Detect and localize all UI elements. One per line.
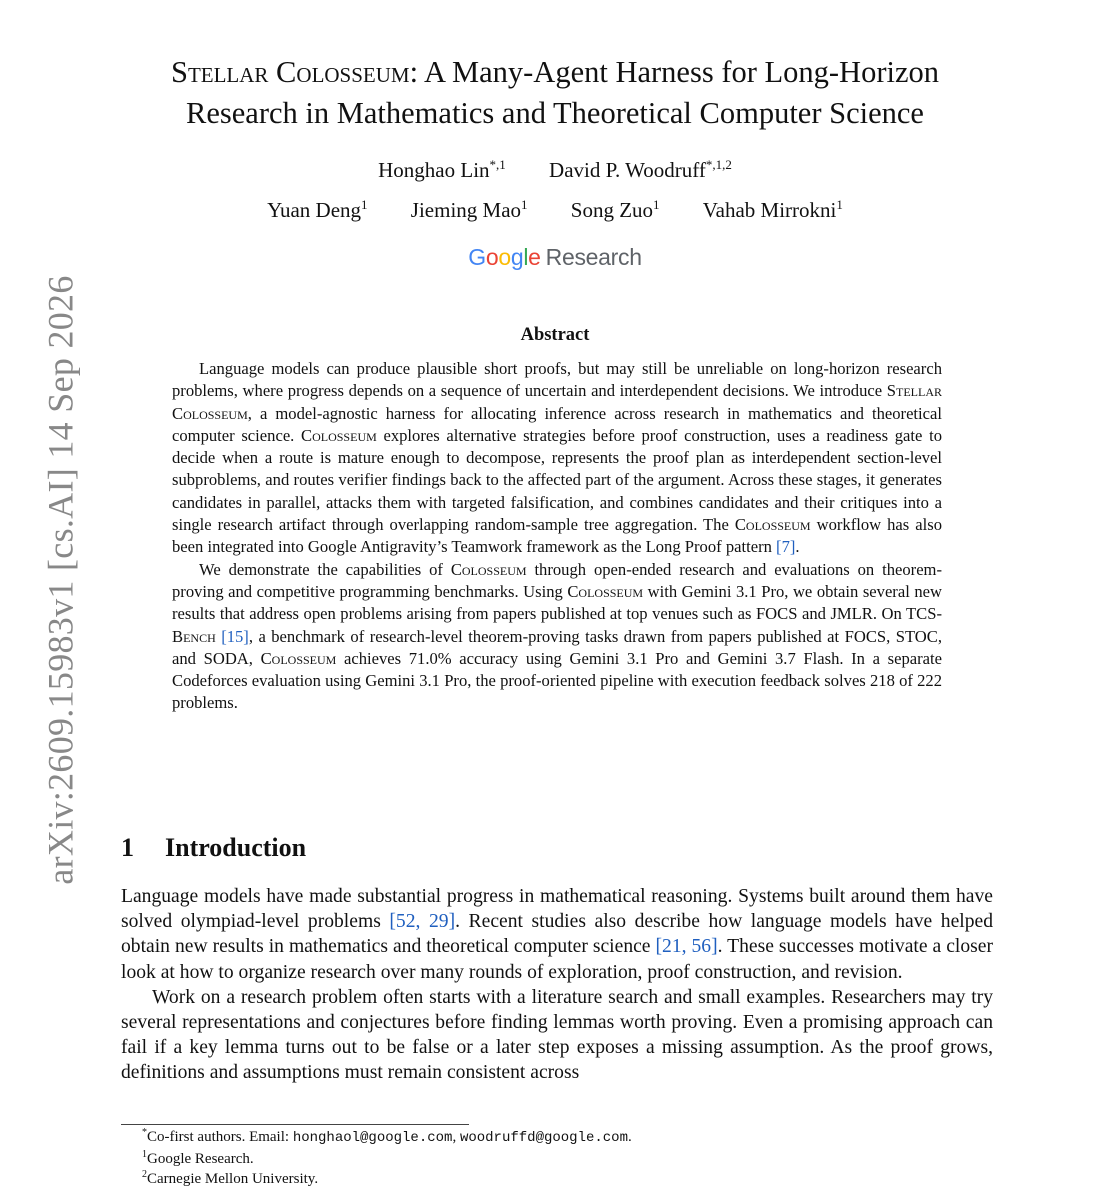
author-affiliation-mark: 1 (361, 197, 368, 212)
author-affiliation-mark: 1 (836, 197, 843, 212)
author-affiliation-mark: *,1,2 (705, 157, 732, 172)
footnote: $^2$Carnegie Mellon University. (142, 1169, 319, 1187)
title-system-name: Stellar Colosseum (170, 55, 410, 89)
body-paragraph: Work on a research problem often starts with a literature search and small examples. Researchers may try several representations and conjectures before finding lemmas worth proving. Even a promising approach can fail if a key lemma turns out to be false or a later step exposes a missing assumption. As the proof grows, definitions and assumptions must remain consistent across (121, 986, 993, 1084)
author-affiliation-mark: *,1 (489, 157, 506, 172)
google-research-logo (110, 244, 1000, 271)
citation-link[interactable]: [7] (776, 537, 796, 557)
author-name: Jieming Mao (410, 198, 522, 222)
abstract-body (172, 358, 942, 715)
abstract-paragraph: We demonstrate the capabilities of Colosseum through open-ended research and evaluations on theorem-proving and competitive programming benchmarks. Using Colosseum with Gemini 3.1 Pro, we obtain several new results that address open problems arising from papers published at top venues such as FOCS and JMLR. On TCS-Bench [15], a benchmark of research-level theorem-proving tasks drawn from papers published at FOCS, STOC, and SODA, Colosseum achieves 71.0% accuracy using Gemini 3.1 Pro and Gemini 3.7 Flash. In a separate Codeforces evaluation using Gemini 3.1 Pro, the proof-oriented pipeline with execution feedback solves 218 of 222 problems. (172, 559, 942, 713)
author (267, 198, 367, 222)
logo-suffix: Research (545, 244, 642, 270)
author-name: David P. Woodruff (549, 158, 706, 182)
abstract-heading: Abstract (520, 325, 590, 345)
author-name: Vahab Mirrokni (702, 198, 837, 222)
title-line2: Research in Mathematics and Theoretical Computer Science (186, 96, 924, 130)
citation-link[interactable]: [21, 56] (655, 936, 718, 958)
email-link[interactable]: woodruffd@google.com (459, 1130, 628, 1146)
paper-title (110, 52, 1000, 134)
section-title: Introduction (165, 833, 307, 862)
author-row-1 (110, 158, 1000, 183)
section-heading (121, 833, 306, 863)
author (703, 198, 843, 222)
body-paragraph: Language models have made substantial progress in mathematical reasoning. Systems built around them have solved olympiad-level problems [52, 29]. Recent studies also describe how language models have helped obtain new results in mathematics and theoretical computer science [21, 56]. These successes motivate a closer look at how to organize research over many rounds of exploration, proof construction, and revision. (121, 886, 993, 983)
author-name: Honghao Lin (378, 158, 490, 182)
citation-link[interactable]: [15] (221, 626, 249, 646)
author (549, 158, 732, 182)
author (411, 198, 528, 222)
author (378, 158, 506, 182)
author-affiliation-mark: 1 (521, 197, 528, 212)
section-number: 1 (121, 833, 134, 862)
arxiv-identifier: arXiv:2609.15983v1 [cs.AI] 14 Sep 2026 (41, 275, 82, 885)
arxiv-side-stamp (31, 255, 91, 905)
google-wordmark: Google (468, 244, 541, 270)
email-link[interactable]: honghaol@google.com (292, 1130, 453, 1146)
author-row-2 (110, 198, 1000, 223)
footnote-divider (121, 1124, 469, 1125)
title-line1: : A Many-Agent Harness for Long-Horizon (409, 55, 939, 89)
citation-link[interactable]: [52, 29] (389, 911, 456, 933)
author-name: Song Zuo (570, 198, 654, 222)
introduction-body (121, 884, 993, 1086)
abstract-paragraph: Language models can produce plausible short proofs, but may still be unreliable on long-horizon research problems, where progress depends on a sequence of uncertain and interdependent decisions. We introduce Stellar Colosseum, a model-agnostic harness for allocating inference across research in mathematics and theoretical computer science. Colosseum explores alternative strategies before proof construction, uses a readiness gate to decide when a route is mature enough to decompose, represents the proof plan as interdependent section-level subproblems, and routes verifier findings back to the affected part of the argument. Across these stages, it generates candidates in parallel, attacks them with targeted falsification, and combines candidates and their critiques into a single research artifact through overlapping random-sample tree aggregation. The Colosseum workflow has also been integrated into Google Antigravity’s Teamwork framework as the Long Proof pattern [7]. (172, 359, 942, 557)
author-affiliation-mark: 1 (653, 197, 660, 212)
footnote: $^1$Google Research. (142, 1148, 254, 1167)
footnote: *Co-first authors. Email: honghaol@google.com, woodruffd@google.com. (142, 1127, 632, 1146)
author (571, 198, 660, 222)
author-name: Yuan Deng (267, 198, 362, 222)
footnotes (142, 1127, 632, 1190)
